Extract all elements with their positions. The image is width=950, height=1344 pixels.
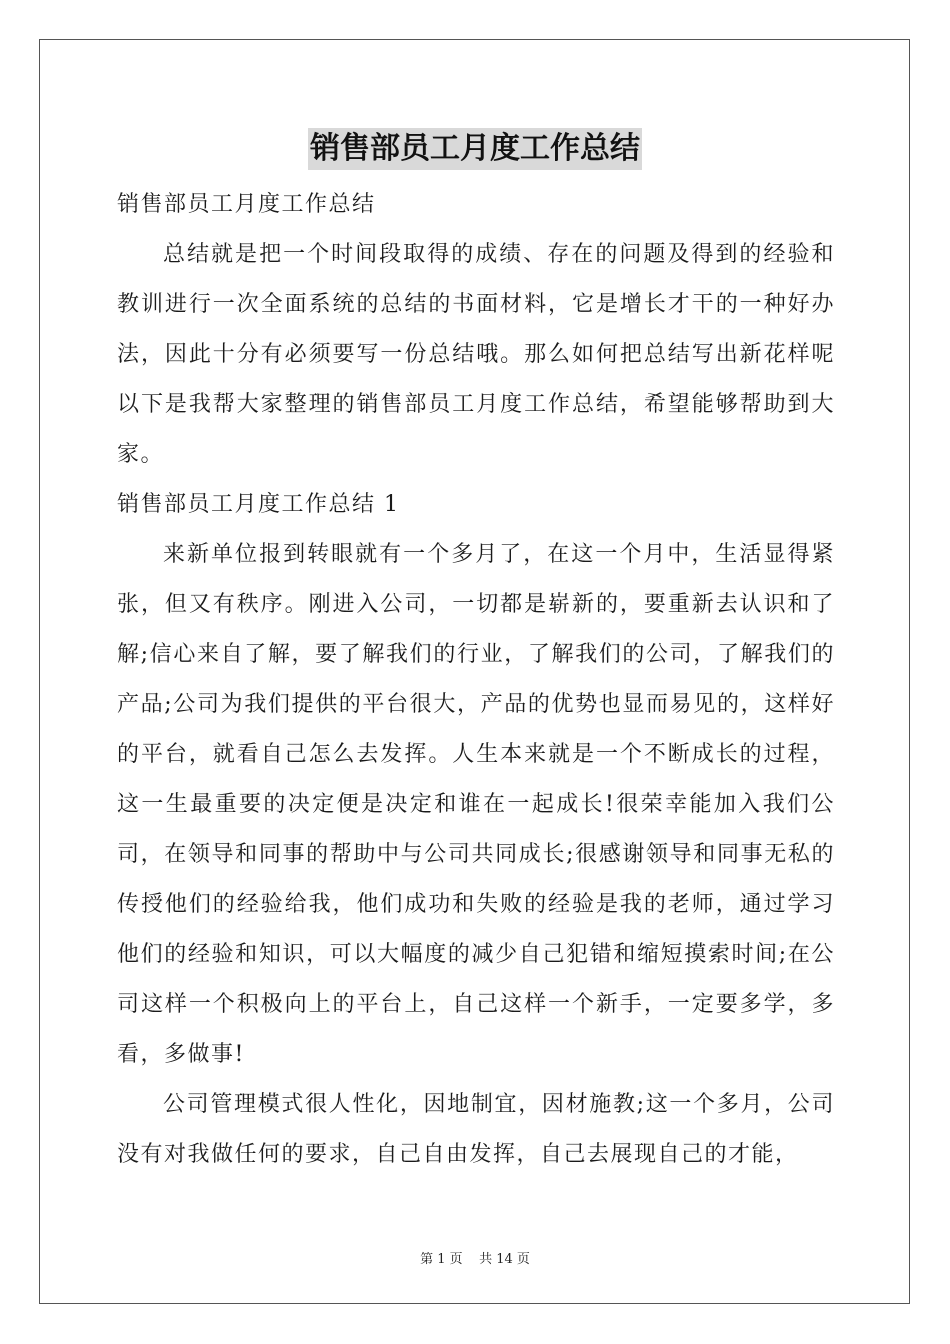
section-heading: 销售部员工月度工作总结 1 (117, 492, 400, 517)
section-paragraph: 公司管理模式很人性化，因地制宜，因材施教;这一个多月，公司没有对我做任何的要求，自己自由发挥，自己去展现自己的才能， (117, 1092, 835, 1167)
page-footer (0, 1248, 950, 1267)
document-body (117, 180, 835, 1180)
page-number: 第 1 页 共 14 页 (420, 1252, 530, 1267)
intro-paragraph: 总结就是把一个时间段取得的成绩、存在的问题及得到的经验和教训进行一次全面系统的总结的书面材料，它是增长才干的一种好办法，因此十分有必须要写一份总结哦。那么如何把总结写出新花样呢以下是我帮大家整理的销售部员工月度工作总结，希望能够帮助到大家。 (117, 242, 835, 467)
section-paragraph: 来新单位报到转眼就有一个多月了，在这一个月中，生活显得紧张，但又有秩序。刚进入公司，一切都是崭新的，要重新去认识和了解;信心来自了解，要了解我们的行业，了解我们的公司，了解我们的产品;公司为我们提供的平台很大，产品的优势也显而易见的，这样好的平台，就看自己怎么去发挥。人生本来就是一个不断成长的过程，这一生最重要的决定便是决定和谁在一起成长!很荣幸能加入我们公司，在领导和同事的帮助中与公司共同成长;很感谢领导和同事无私的传授他们的经验给我，他们成功和失败的经验是我的老师，通过学习他们的经验和知识，可以大幅度的减少自己犯错和缩短摸索时间;在公司这样一个积极向上的平台上，自己这样一个新手，一定要多学，多看，多做事! (117, 542, 835, 1067)
document-title (0, 128, 950, 170)
document-subtitle: 销售部员工月度工作总结 (117, 192, 376, 217)
document-title-text: 销售部员工月度工作总结 (308, 128, 642, 170)
